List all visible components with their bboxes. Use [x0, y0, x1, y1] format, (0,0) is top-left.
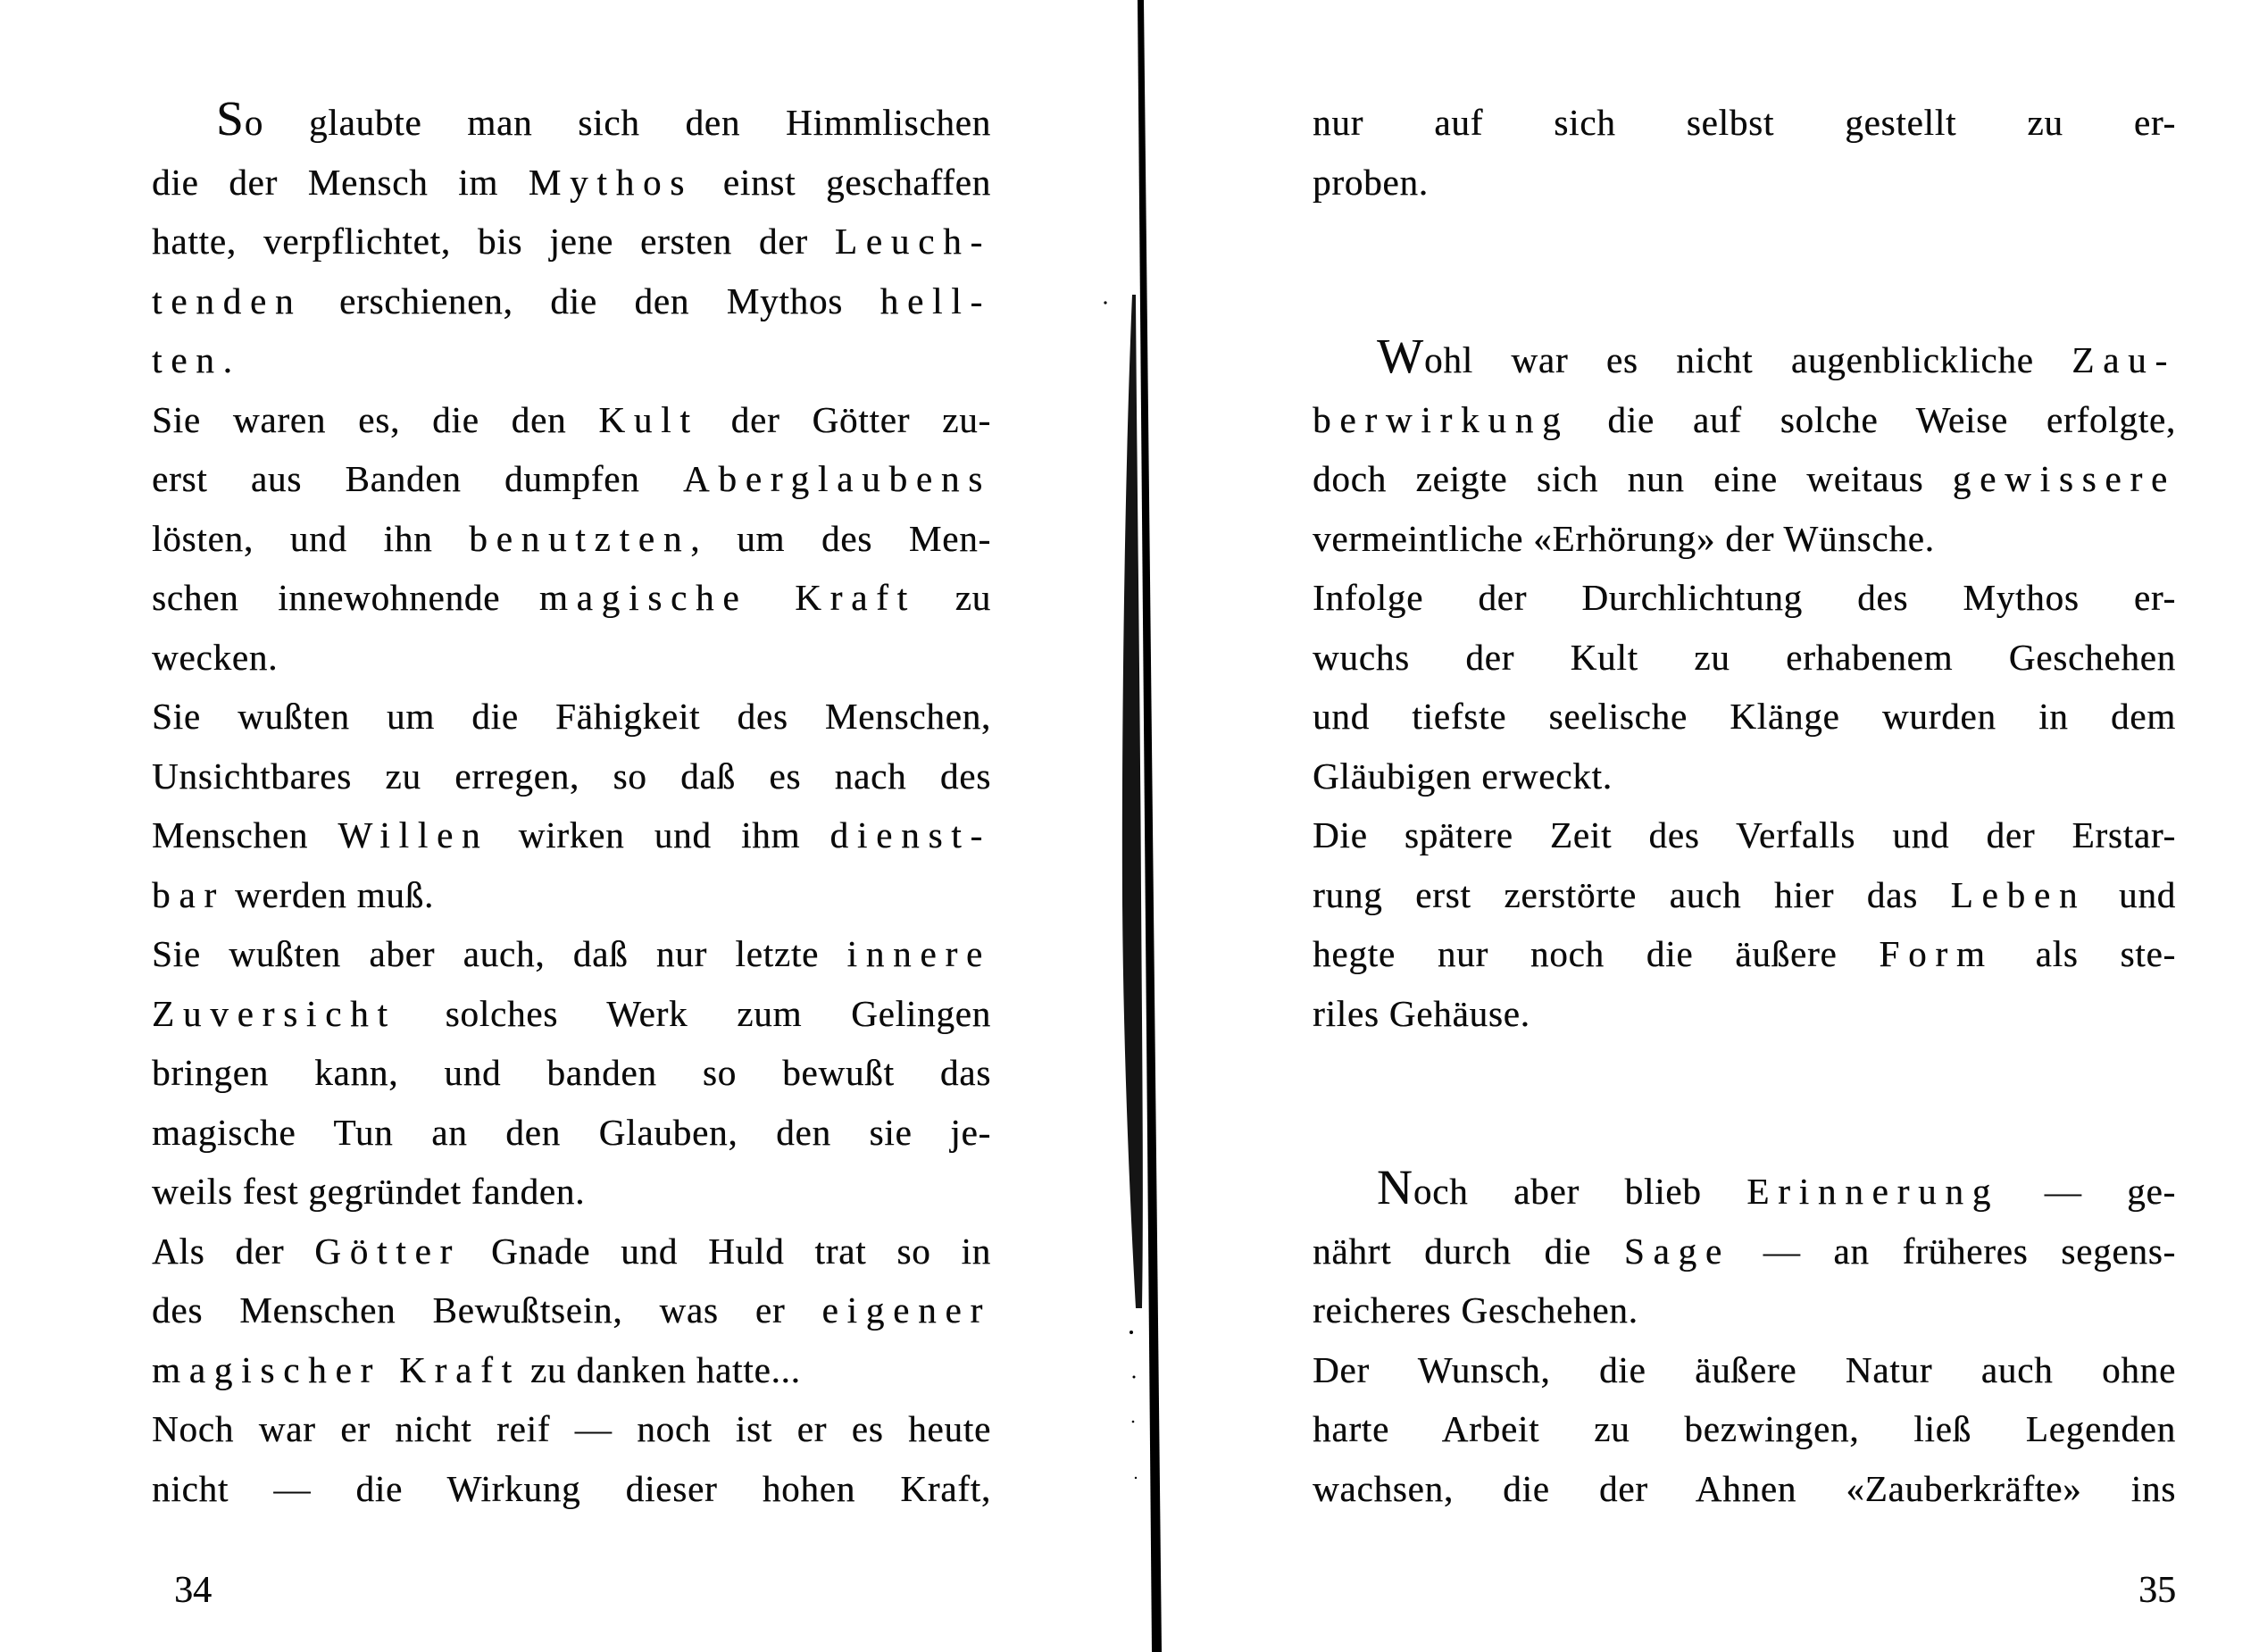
- page-34-text-column: [152, 93, 991, 1518]
- text-segment: , um des Men-: [690, 517, 991, 559]
- text-line: [1313, 568, 2176, 628]
- text-line: [152, 687, 991, 747]
- text-segment: o glaubte man sich den Himmlischen: [244, 102, 991, 143]
- text-line: [152, 271, 991, 331]
- letterspaced-emphasis: Mythos: [528, 161, 694, 203]
- text-segment: Gläubigen erweckt.: [1313, 755, 1613, 797]
- text-segment: Sie wußten um die Fähigkeit des Menschen,: [152, 696, 991, 737]
- text-line: [152, 1043, 991, 1103]
- text-segment: einst geschaffen: [693, 161, 991, 203]
- text-line: [1313, 1103, 2176, 1163]
- letterspaced-emphasis: eigener: [821, 1289, 991, 1331]
- text-line: [1313, 865, 2176, 925]
- text-segment: doch zeigte sich nun eine weitaus: [1313, 458, 1953, 499]
- letterspaced-emphasis: dienst-: [829, 814, 991, 855]
- text-line: [152, 390, 991, 450]
- text-line: [152, 865, 991, 925]
- text-line: [1313, 449, 2176, 509]
- text-segment: och aber blieb: [1413, 1171, 1747, 1212]
- text-segment: .: [222, 339, 233, 380]
- text-line: [1313, 271, 2176, 331]
- text-segment: Als der: [152, 1230, 315, 1272]
- text-segment: wirken und ihm: [488, 814, 830, 855]
- text-segment: magische Tun an den Glauben, den sie je-: [152, 1111, 991, 1153]
- text-line: [152, 805, 991, 865]
- text-line: [152, 449, 991, 509]
- letterspaced-emphasis: Sage: [1623, 1230, 1730, 1272]
- text-line: [152, 1222, 991, 1281]
- text-segment: ohl war es nicht augenblickliche: [1424, 339, 2072, 380]
- text-segment: — an früheres segens-: [1730, 1230, 2176, 1272]
- letterspaced-emphasis: Willen: [338, 814, 489, 855]
- text-segment: als ste-: [1993, 933, 2176, 974]
- text-segment: solches Werk zum Gelingen: [396, 992, 991, 1034]
- text-segment: nur auf sich selbst gestellt zu er-: [1313, 102, 2176, 143]
- text-segment: Die spätere Zeit des Verfalls und der Erstar-: [1313, 814, 2176, 855]
- letterspaced-emphasis: gewissere: [1952, 458, 2176, 499]
- text-segment: Unsichtbares zu erregen, so daß es nach des: [152, 755, 991, 797]
- letterspaced-emphasis: Form: [1879, 933, 1994, 974]
- text-line: [152, 330, 991, 390]
- letterspaced-emphasis: magische Kraft: [538, 577, 916, 618]
- text-segment: hatte, verpflichtet, bis jene ersten der: [152, 221, 835, 262]
- text-segment: erschienen, die den Mythos: [302, 280, 880, 321]
- ink-speck: [1132, 1421, 1135, 1423]
- text-segment: Sie waren es, die den: [152, 398, 599, 440]
- text-line: [152, 628, 991, 688]
- letterspaced-emphasis: benutzten: [469, 517, 691, 559]
- text-line: [1313, 805, 2176, 865]
- text-line: [1313, 924, 2176, 984]
- page-number-34: 34: [174, 1570, 212, 1611]
- text-line: [1313, 390, 2176, 450]
- letterspaced-emphasis: ten: [152, 339, 223, 380]
- text-line: [1313, 1340, 2176, 1400]
- text-line: [152, 93, 991, 153]
- text-line: [1313, 93, 2176, 153]
- letterspaced-emphasis: Götter: [314, 1230, 462, 1272]
- text-segment: weils fest gegründet fanden.: [152, 1171, 586, 1212]
- text-line: [152, 924, 991, 984]
- letterspaced-emphasis: Zuversicht: [152, 992, 396, 1034]
- text-segment: hegte nur noch die äußere: [1313, 933, 1880, 974]
- initial-capital: S: [216, 93, 245, 146]
- text-segment: wachsen, die der Ahnen «Zauberkräfte» ins: [1313, 1467, 2176, 1509]
- letterspaced-emphasis: tenden: [152, 280, 303, 321]
- text-line: [152, 1459, 991, 1519]
- text-segment: nährt durch die: [1313, 1230, 1624, 1272]
- text-line: [152, 1399, 991, 1459]
- text-line: [152, 1162, 991, 1222]
- text-line: [1313, 687, 2176, 747]
- text-segment: zu danken hatte...: [520, 1348, 801, 1390]
- text-line: [1313, 330, 2176, 390]
- text-line: [152, 1103, 991, 1163]
- text-segment: erst aus Banden dumpfen: [152, 458, 683, 499]
- text-segment: vermeintliche «Erhörung» der Wünsche.: [1313, 517, 1935, 559]
- text-segment: nicht — die Wirkung dieser hohen Kraft,: [152, 1467, 991, 1509]
- text-line: [1313, 747, 2176, 806]
- text-segment: rung erst zerstörte auch hier das: [1313, 873, 1951, 915]
- text-line: [152, 212, 991, 271]
- initial-capital: N: [1377, 1162, 1413, 1214]
- text-segment: wuchs der Kult zu erhabenem Geschehen: [1313, 636, 2176, 678]
- page-35-text-column: [1313, 93, 2176, 1518]
- ink-speck: [1133, 1376, 1136, 1379]
- letterspaced-emphasis: Leuch-: [834, 221, 991, 262]
- text-segment: Menschen: [152, 814, 338, 855]
- ink-speck: [1135, 1477, 1137, 1479]
- text-segment: harte Arbeit zu bezwingen, ließ Legenden: [1313, 1408, 2176, 1449]
- letterspaced-emphasis: bar: [152, 873, 225, 915]
- text-line: [1313, 1399, 2176, 1459]
- text-segment: bringen kann, und banden so bewußt das: [152, 1052, 991, 1093]
- text-segment: Der Wunsch, die äußere Natur auch ohne: [1313, 1348, 2176, 1390]
- text-line: [1313, 509, 2176, 569]
- text-line: [1313, 1281, 2176, 1340]
- letterspaced-emphasis: Leben: [1950, 873, 2087, 915]
- ink-speck: [1104, 301, 1106, 304]
- text-segment: lösten, und ihn: [152, 517, 470, 559]
- letterspaced-emphasis: Erinnerung: [1746, 1171, 2000, 1212]
- text-line: [1313, 153, 2176, 213]
- page-number-35: 35: [2138, 1570, 2176, 1611]
- text-segment: und: [2086, 873, 2176, 915]
- text-segment: reicheres Geschehen.: [1313, 1289, 1638, 1331]
- text-segment: werden muß.: [224, 873, 435, 915]
- text-line: [152, 984, 991, 1044]
- text-segment: proben.: [1313, 161, 1429, 203]
- letterspaced-emphasis: hell-: [879, 280, 991, 321]
- letterspaced-emphasis: berwirkung: [1313, 398, 1570, 440]
- text-line: [1313, 1043, 2176, 1103]
- text-line: [152, 509, 991, 569]
- text-segment: — ge-: [1999, 1171, 2176, 1212]
- text-line: [1313, 1162, 2176, 1222]
- text-segment: und tiefste seelische Klänge wurden in dem: [1313, 696, 2176, 737]
- letterspaced-emphasis: innere: [846, 933, 991, 974]
- text-segment: wecken.: [152, 636, 279, 678]
- letterspaced-emphasis: Kult: [598, 398, 699, 440]
- text-line: [152, 1340, 991, 1400]
- text-line: [1313, 1222, 2176, 1281]
- letterspaced-emphasis: magischer Kraft: [152, 1348, 521, 1390]
- ink-speck: [1130, 1331, 1133, 1334]
- text-line: [1313, 1459, 2176, 1519]
- text-line: [152, 568, 991, 628]
- text-segment: Noch war er nicht reif — noch ist er es heute: [152, 1408, 991, 1449]
- text-segment: zu: [915, 577, 991, 618]
- text-line: [1313, 212, 2176, 271]
- text-segment: schen innewohnende: [152, 577, 539, 618]
- letterspaced-emphasis: Aberglaubens: [682, 458, 991, 499]
- text-segment: der Götter zu-: [698, 398, 991, 440]
- text-segment: Gnade und Huld trat so in: [461, 1230, 991, 1272]
- binding-fold-line: [1138, 0, 1162, 1652]
- letterspaced-emphasis: Zau-: [2071, 339, 2176, 380]
- text-line: [152, 747, 991, 806]
- text-segment: die auf solche Weise erfolgte,: [1569, 398, 2176, 440]
- binding-shadow-smudge: [1122, 295, 1143, 1308]
- text-segment: die der Mensch im: [152, 161, 529, 203]
- text-segment: Sie wußten aber auch, daß nur letzte: [152, 933, 847, 974]
- text-line: [1313, 628, 2176, 688]
- text-line: [152, 1281, 991, 1340]
- text-segment: riles Gehäuse.: [1313, 992, 1530, 1034]
- initial-capital: W: [1377, 330, 1425, 383]
- text-segment: des Menschen Bewußtsein, was er: [152, 1289, 822, 1331]
- text-line: [1313, 984, 2176, 1044]
- text-line: [152, 153, 991, 213]
- text-segment: Infolge der Durchlichtung des Mythos er-: [1313, 577, 2176, 618]
